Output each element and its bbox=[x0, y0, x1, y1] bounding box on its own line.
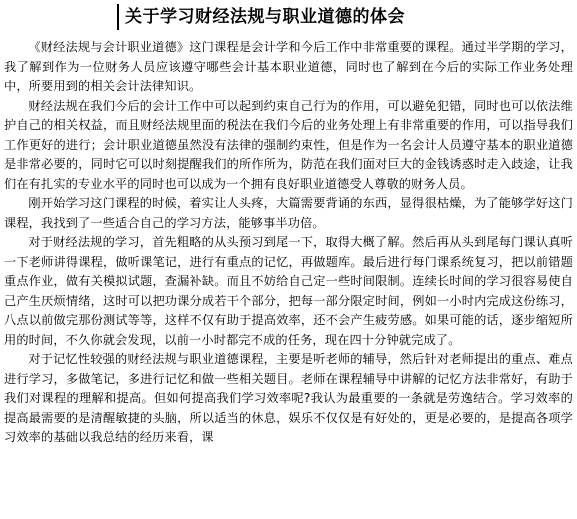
paragraph: 《财经法规与会计职业道德》这门课程是会计学和今后工作中非常重要的课程。通过半学期的学习，我了解到作为一位财务人员应该遵守哪些会计基本职业道德，同时也了解到在今后的实际工作业务处理中，所要用到的相关会计法律知识。 bbox=[4, 40, 573, 93]
document-title: 关于学习财经法规与职业道德的体会 bbox=[117, 4, 405, 30]
paragraph: 刚开始学习这门课程的时候，着实让人头疼，大篇需要背诵的东西，显得很枯燥，为了能够学好这门课程，我找到了一些适合自己的学习方法，能够事半功倍。 bbox=[4, 196, 573, 230]
title-area bbox=[4, 0, 573, 34]
document-page bbox=[4, 0, 573, 448]
paragraph: 对于记忆性较强的财经法规与职业道德课程，主要是听老师的辅导，然后针对老师提出的重点、难点进行学习，多做笔记，多进行记忆和做一些相关题目。老师在课程辅导中讲解的记忆方法非常好，有助于我们对课程的理解和提高。但如何提高我们学习效率呢?我认为最重要的一条就是劳逸结合。学习效率的提高最需要的是清醒敏捷的头脑，所以适当的休息，娱乐不仅仅是有好处的，更是必要的，是提高各项学习效率的基础以我总结的经历来看，课 bbox=[4, 352, 573, 444]
paragraph: 财经法规在我们今后的会计工作中可以起到约束自己行为的作用，可以避免犯错，同时也可以依法维护自己的相关权益，而且财经法规里面的税法在我们今后的业务处理上有非常重要的作用，可以指导我们工作更好的进行；会计职业道德虽然没有法律的强制约束性，但是作为一名会计人员遵守基本的职业道德是非常必要的，同时它可以时刻提醒我们的所作所为，防范在我们面对巨大的金钱诱惑时走入歧途，让我们在有扎实的专业水平的同时也可以成为一个拥有良好职业道德受人尊敬的财务人员。 bbox=[4, 98, 573, 191]
paragraph: 对于财经法规的学习，首先粗略的从头预习到尾一下，取得大概了解。然后再从头到尾每门课认真听一下老师讲得课程，做听课笔记，进行有重点的记忆，再做题库。最后进行每门课系统复习，把以前错题重点作业，做有关模拟试题，查漏补缺。而且不妨给自己定一些时间限制。连续长时间的学习很容易使自己产生厌烦情绪，这时可以把功课分成若干个部分，把每一部分限定时间，例如一小时内完成这份练习，八点以前做完那份测试等等，这样不仅有助于提高效率，还不会产生疲劳感。如果可能的话，逐步缩短所用的时间，不久你就会发现，以前一小时都完不成的任务，现在四十分钟就完成了。 bbox=[4, 235, 573, 347]
